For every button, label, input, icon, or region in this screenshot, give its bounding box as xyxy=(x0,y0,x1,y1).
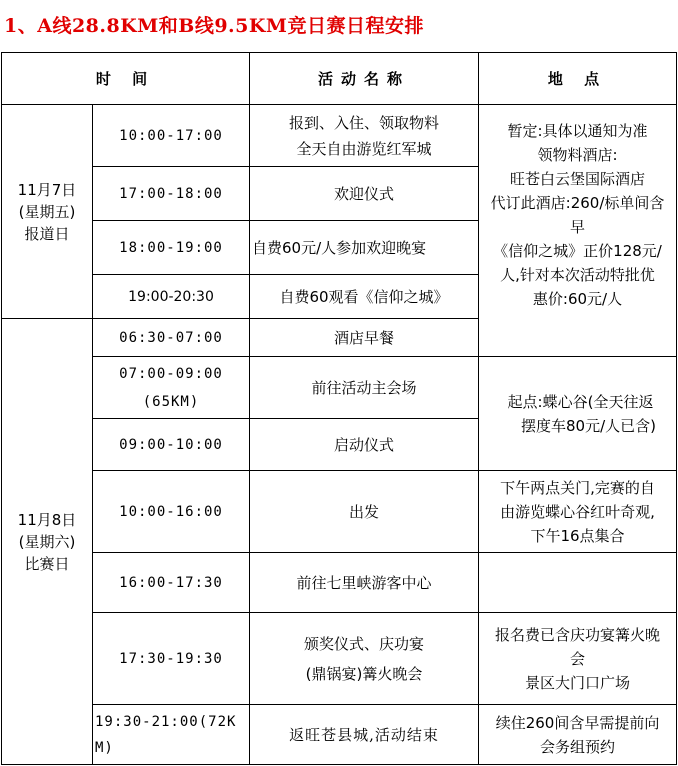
time-line: (65KM) xyxy=(142,393,200,410)
location-line: 下午两点关门,完赛的自 xyxy=(500,478,655,497)
activity-line: 全天自由游览红军城 xyxy=(296,139,432,158)
location-line: 旺苍白云堡国际酒店 xyxy=(510,170,646,188)
day-weekday: (星期五) xyxy=(18,202,76,221)
activity-cell: 前往活动主会场 xyxy=(250,357,479,419)
table-row xyxy=(2,105,677,167)
location-line: 《信仰之城》正价128元/ xyxy=(493,242,662,260)
day-type: 报道日 xyxy=(24,224,70,243)
table-row xyxy=(2,613,677,705)
location-line: 会 xyxy=(570,649,586,668)
location-line: 续住260间含早需提前向 xyxy=(495,713,660,732)
activity-cell: 前往七里峡游客中心 xyxy=(250,553,479,613)
location-line: 下午16点集合 xyxy=(530,526,625,545)
header-row xyxy=(2,53,677,105)
location-line: 早 xyxy=(570,218,586,236)
location-cell-hotel xyxy=(479,105,677,357)
location-line: 人,针对本次活动特批优 xyxy=(500,266,655,284)
location-cell-empty xyxy=(479,553,677,613)
header-activity: 活动名称 xyxy=(250,53,479,105)
location-cell-start xyxy=(479,357,677,471)
location-line: 报名费已含庆功宴篝火晚 xyxy=(495,625,661,644)
location-line: 代订此酒店:260/标单间含 xyxy=(490,194,665,212)
location-line: 领物料酒店: xyxy=(537,146,618,164)
time-cell xyxy=(93,705,250,765)
location-cell-scenic xyxy=(479,613,677,705)
time-cell: 17:30-19:30 xyxy=(93,613,250,705)
activity-line: (鼎锅宴)篝火晚会 xyxy=(305,664,423,683)
location-line: 暂定:具体以通知为准 xyxy=(507,122,648,140)
header-location: 地 点 xyxy=(479,53,677,105)
table-row xyxy=(2,553,677,613)
activity-line: 报到、入住、领取物料 xyxy=(289,113,440,132)
location-line: 会务组预约 xyxy=(540,737,616,756)
location-line: 由游览蝶心谷红叶奇观, xyxy=(500,502,655,521)
location-line: 起点:蝶心谷(全天往返 xyxy=(507,392,654,411)
time-line: 07:00-09:00 xyxy=(119,365,223,382)
day-weekday: (星期六) xyxy=(18,532,76,551)
activity-cell: 返旺苍县城,活动结束 xyxy=(250,705,479,765)
time-line: 19:30-21:00(72K xyxy=(95,713,237,730)
time-cell: 09:00-10:00 xyxy=(93,419,250,471)
day-type: 比赛日 xyxy=(24,554,70,573)
activity-cell: 自费60元/人参加欢迎晚宴 xyxy=(250,221,479,275)
location-line: 惠价:60元/人 xyxy=(532,290,623,308)
time-cell: 19:00-20:30 xyxy=(93,275,250,319)
activity-line: 颁奖仪式、庆功宴 xyxy=(304,634,425,653)
day-date: 11月8日 xyxy=(17,510,77,529)
activity-cell xyxy=(250,613,479,705)
header-time: 时 间 xyxy=(2,53,250,105)
activity-cell: 酒店早餐 xyxy=(250,319,479,357)
time-cell: 16:00-17:30 xyxy=(93,553,250,613)
location-cell-race xyxy=(479,471,677,553)
day-cell-nov8 xyxy=(2,319,93,765)
time-cell: 06:30-07:00 xyxy=(93,319,250,357)
location-line: 摆度车80元/人已含) xyxy=(521,416,657,435)
location-cell-stay xyxy=(479,705,677,765)
activity-cell: 出发 xyxy=(250,471,479,553)
activity-cell xyxy=(250,105,479,167)
activity-cell: 自费60观看《信仰之城》 xyxy=(250,275,479,319)
activity-cell: 启动仪式 xyxy=(250,419,479,471)
time-cell: 10:00-17:00 xyxy=(93,105,250,167)
day-cell-nov7 xyxy=(2,105,93,319)
table-row xyxy=(2,357,677,419)
day-date: 11月7日 xyxy=(17,180,77,199)
table-row xyxy=(2,471,677,553)
time-cell: 10:00-16:00 xyxy=(93,471,250,553)
time-cell: 18:00-19:00 xyxy=(93,221,250,275)
time-cell xyxy=(93,357,250,419)
activity-cell: 欢迎仪式 xyxy=(250,167,479,221)
time-cell: 17:00-18:00 xyxy=(93,167,250,221)
table-row xyxy=(2,705,677,765)
schedule-table xyxy=(1,52,677,765)
location-line: 景区大门口广场 xyxy=(525,673,631,692)
page-title: 1、A线28.8KM和B线9.5KM竞日赛日程安排 xyxy=(4,15,424,37)
time-line: M) xyxy=(95,739,114,756)
